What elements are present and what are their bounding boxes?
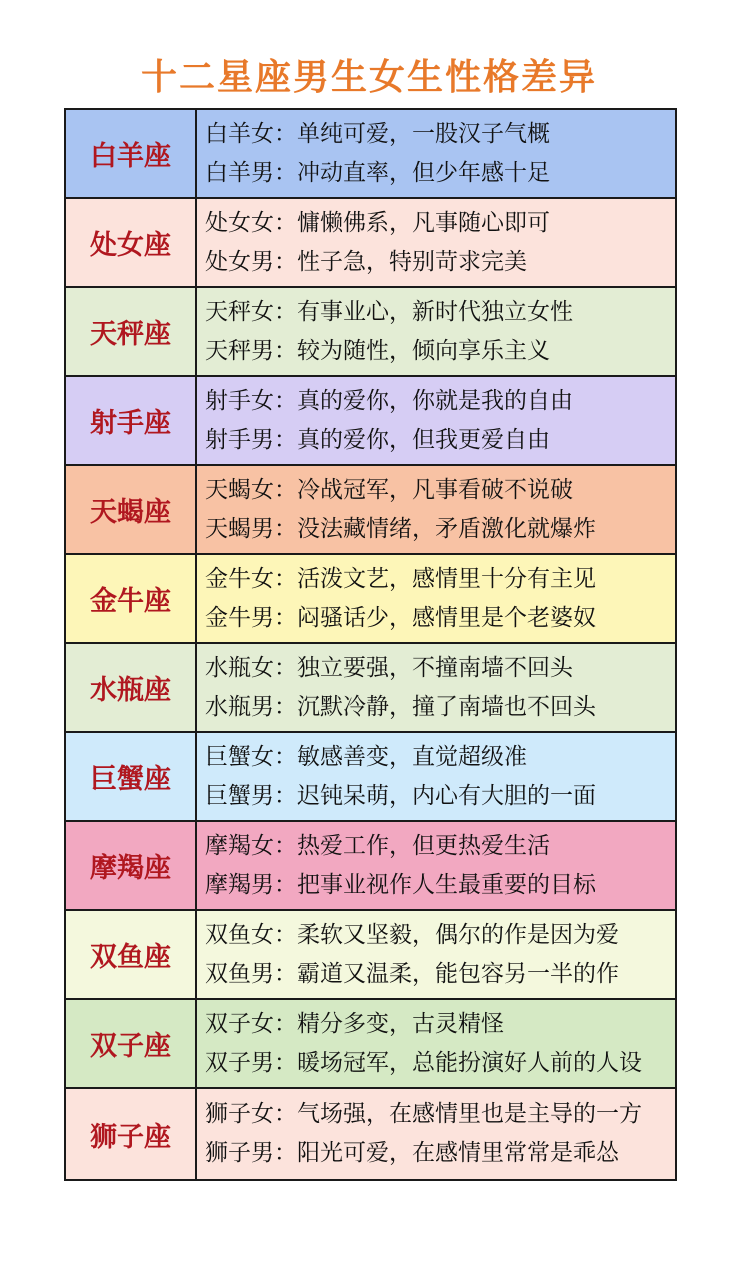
- sign-cell: 巨蟹座: [66, 733, 197, 820]
- female-desc: 双鱼女：柔软又坚毅，偶尔的作是因为爱: [205, 921, 619, 948]
- male-desc: 巨蟹男：迟钝呆萌，内心有大胆的一面: [205, 782, 596, 809]
- table-row: [66, 733, 675, 822]
- sign-cell: 双鱼座: [66, 911, 197, 998]
- sign-cell: 天秤座: [66, 288, 197, 375]
- male-desc: 金牛男：闷骚话少，感情里是个老婆奴: [205, 604, 596, 631]
- sign-cell: 水瓶座: [66, 644, 197, 731]
- female-desc: 白羊女：单纯可爱，一股汉子气概: [205, 120, 550, 147]
- table-row: [66, 1000, 675, 1089]
- desc-cell: [197, 733, 675, 820]
- female-desc: 射手女：真的爱你，你就是我的自由: [205, 387, 573, 414]
- male-desc: 双子男：暖场冠军，总能扮演好人前的人设: [205, 1049, 642, 1076]
- female-desc: 摩羯女：热爱工作，但更热爱生活: [205, 832, 550, 859]
- male-desc: 双鱼男：霸道又温柔，能包容另一半的作: [205, 960, 619, 987]
- male-desc: 射手男：真的爱你，但我更爱自由: [205, 426, 550, 453]
- female-desc: 巨蟹女：敏感善变，直觉超级准: [205, 743, 527, 770]
- male-desc: 狮子男：阳光可爱，在感情里常常是乖怂: [205, 1140, 619, 1166]
- female-desc: 水瓶女：独立要强，不撞南墙不回头: [205, 654, 573, 681]
- female-desc: 天蝎女：冷战冠军，凡事看破不说破: [205, 476, 573, 503]
- desc-cell: [197, 377, 675, 464]
- table-row: [66, 822, 675, 911]
- female-desc: 金牛女：活泼文艺，感情里十分有主见: [205, 565, 596, 592]
- table-row: [66, 199, 675, 288]
- male-desc: 天秤男：较为随性，倾向享乐主义: [205, 337, 550, 364]
- sign-cell: 白羊座: [66, 110, 197, 197]
- zodiac-table: [64, 108, 677, 1181]
- table-row: [66, 110, 675, 199]
- desc-cell: [197, 911, 675, 998]
- table-row: [66, 1089, 675, 1179]
- male-desc: 处女男：性子急，特别苛求完美: [205, 248, 527, 275]
- desc-cell: [197, 110, 675, 197]
- sign-cell: 射手座: [66, 377, 197, 464]
- female-desc: 狮子女：气场强，在感情里也是主导的一方: [205, 1101, 642, 1127]
- sign-cell: 狮子座: [66, 1089, 197, 1179]
- male-desc: 水瓶男：沉默冷静，撞了南墙也不回头: [205, 693, 596, 720]
- sign-cell: 摩羯座: [66, 822, 197, 909]
- desc-cell: [197, 288, 675, 375]
- table-row: [66, 466, 675, 555]
- female-desc: 处女女：慵懒佛系，凡事随心即可: [205, 209, 550, 236]
- desc-cell: [197, 1089, 675, 1179]
- male-desc: 天蝎男：没法藏情绪，矛盾激化就爆炸: [205, 515, 596, 542]
- desc-cell: [197, 822, 675, 909]
- sign-cell: 处女座: [66, 199, 197, 286]
- male-desc: 白羊男：冲动直率，但少年感十足: [205, 159, 550, 186]
- desc-cell: [197, 555, 675, 642]
- sign-cell: 天蝎座: [66, 466, 197, 553]
- sign-cell: 双子座: [66, 1000, 197, 1087]
- table-row: [66, 288, 675, 377]
- desc-cell: [197, 644, 675, 731]
- table-row: [66, 644, 675, 733]
- female-desc: 双子女：精分多变，古灵精怪: [205, 1010, 504, 1037]
- table-row: [66, 377, 675, 466]
- table-row: [66, 911, 675, 1000]
- desc-cell: [197, 466, 675, 553]
- female-desc: 天秤女：有事业心，新时代独立女性: [205, 298, 573, 325]
- sign-cell: 金牛座: [66, 555, 197, 642]
- page-title: 十二星座男生女生性格差异: [140, 57, 597, 98]
- table-row: [66, 555, 675, 644]
- desc-cell: [197, 199, 675, 286]
- male-desc: 摩羯男：把事业视作人生最重要的目标: [205, 871, 596, 898]
- desc-cell: [197, 1000, 675, 1087]
